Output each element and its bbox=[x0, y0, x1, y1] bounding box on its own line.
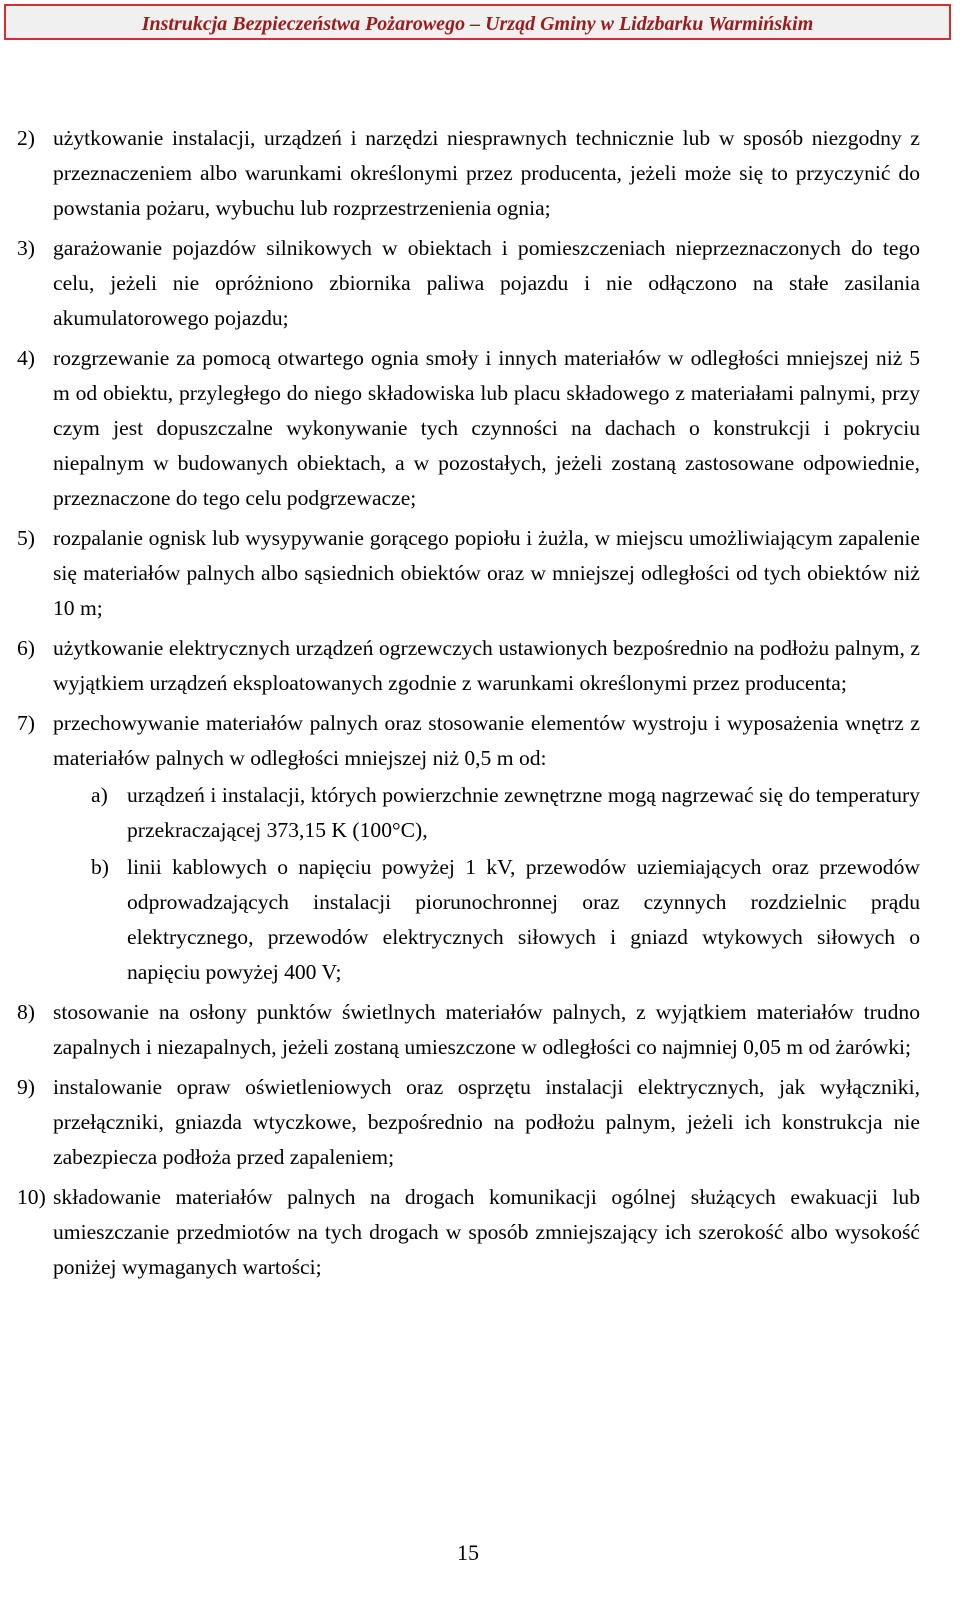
list-item bbox=[17, 1180, 920, 1285]
regulation-list bbox=[17, 121, 920, 1290]
item-number: 4) bbox=[17, 346, 35, 370]
header-title: Instrukcja Bezpieczeństwa Pożarowego – Urząd Gminy w Lidzbarku Warmińskim bbox=[141, 13, 814, 35]
sub-item-text: linii kablowych o napięciu powyżej 1 kV, przewodów uziemiających oraz przewodów odprowadzających instalacji piorunochronnej oraz czynnych rozdzielnic prądu elektrycznego, przewodów elektrycznych siłowych i gniazd wtykowych siłowych o napięciu powyżej 400 V; bbox=[127, 855, 920, 984]
sub-item-letter: a) bbox=[91, 783, 108, 807]
item-text: rozgrzewanie za pomocą otwartego ognia smoły i innych materiałów w odległości mniejszej niż 5 m od obiektu, przyległego do niego składowiska lub placu składowego z materiałami palnymi, przy czym jest dopuszczalne wykonywanie tych czynności na dachach o konstrukcji i pokryciu niepalnym w budowanych obiektach, a w pozostałych, jeżeli zostaną zastosowane odpowiednie, przeznaczone do tego celu podgrzewacze; bbox=[53, 346, 920, 510]
item-number: 5) bbox=[17, 526, 35, 550]
list-item bbox=[17, 706, 920, 990]
list-item bbox=[17, 521, 920, 626]
sub-list-item bbox=[17, 850, 920, 990]
item-number: 3) bbox=[17, 236, 35, 260]
sub-item-text: urządzeń i instalacji, których powierzchnie zewnętrzne mogą nagrzewać się do temperatury przekraczającej 373,15 K (100°C), bbox=[127, 783, 920, 842]
sub-item-letter: b) bbox=[91, 855, 109, 879]
page-number: 15 bbox=[457, 1540, 479, 1565]
list-item bbox=[17, 631, 920, 701]
sub-list-item bbox=[17, 778, 920, 848]
item-text: przechowywanie materiałów palnych oraz stosowanie elementów wystroju i wyposażenia wnętrz z materiałów palnych w odległości mniejszej niż 0,5 m od: bbox=[53, 711, 920, 770]
item-text: użytkowanie instalacji, urządzeń i narzędzi niesprawnych technicznie lub w sposób niezgodny z przeznaczeniem albo warunkami określonymi przez producenta, jeżeli może się to przyczynić do powstania pożaru, wybuchu lub rozprzestrzenienia ognia; bbox=[53, 126, 920, 220]
item-text: garażowanie pojazdów silnikowych w obiektach i pomieszczeniach nieprzeznaczonych do tego celu, jeżeli nie opróżniono zbiornika paliwa pojazdu i nie odłączono na stałe zasilania akumulatorowego pojazdu; bbox=[53, 236, 920, 330]
item-number: 10) bbox=[17, 1185, 46, 1209]
item-number: 7) bbox=[17, 711, 35, 735]
item-number: 9) bbox=[17, 1075, 35, 1099]
list-item bbox=[17, 1070, 920, 1175]
list-item bbox=[17, 121, 920, 226]
item-number: 6) bbox=[17, 636, 35, 660]
list-item bbox=[17, 231, 920, 336]
item-text: instalowanie opraw oświetleniowych oraz osprzętu instalacji elektrycznych, jak wyłączniki, przełączniki, gniazda wtyczkowe, bezpośrednio na podłożu palnym, jeżeli ich konstrukcja nie zabezpiecza podłoża przed zapaleniem; bbox=[53, 1075, 920, 1169]
item-text: składowanie materiałów palnych na drogach komunikacji ogólnej służących ewakuacji lub umieszczanie przedmiotów na tych drogach w sposób zmniejszający ich szerokość albo wysokość poniżej wymaganych wartości; bbox=[53, 1185, 920, 1279]
list-item bbox=[17, 995, 920, 1065]
item-number: 8) bbox=[17, 1000, 35, 1024]
document-header bbox=[4, 4, 951, 40]
item-text: stosowanie na osłony punktów świetlnych materiałów palnych, z wyjątkiem materiałów trudno zapalnych i niezapalnych, jeżeli zostaną umieszczone w odległości co najmniej 0,05 m od żarówki; bbox=[53, 1000, 920, 1059]
item-text: rozpalanie ognisk lub wysypywanie gorącego popiołu i żużla, w miejscu umożliwiającym zapalenie się materiałów palnych albo sąsiednich obiektów oraz w mniejszej odległości od tych obiektów niż 10 m; bbox=[53, 526, 920, 620]
item-text: użytkowanie elektrycznych urządzeń ogrzewczych ustawionych bezpośrednio na podłożu palnym, z wyjątkiem urządzeń eksploatowanych zgodnie z warunkami określonymi przez producenta; bbox=[53, 636, 920, 695]
item-number: 2) bbox=[17, 126, 35, 150]
list-item bbox=[17, 341, 920, 516]
